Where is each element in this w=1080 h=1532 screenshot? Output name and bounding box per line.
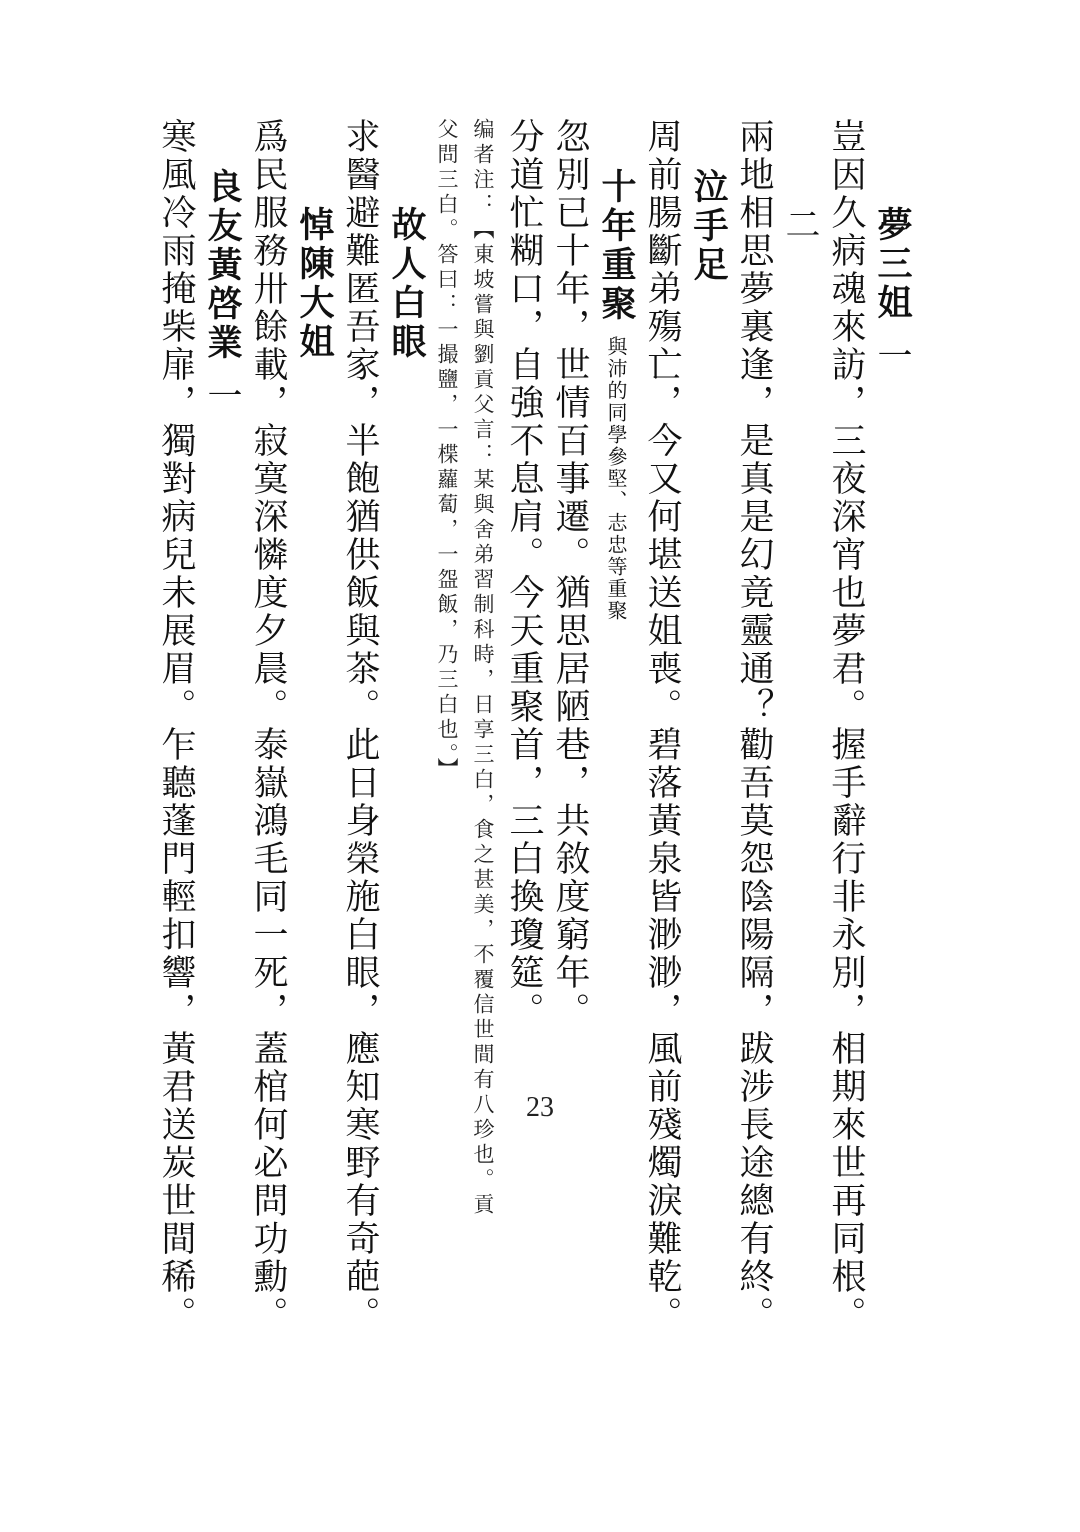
vertical-text-block xyxy=(155,118,915,1408)
verse-line: 爲民服務卅餘載，寂寞深憐度夕晨。泰嶽鴻毛同一死，蓋棺何必問功勳。 xyxy=(248,118,288,1334)
poem-title-qi-shouzu: 泣手足 xyxy=(688,168,729,285)
verse-line: 忽別已十年，世情百事遷。猶思居陋巷，共敘度窮年。 xyxy=(550,118,590,1030)
editor-note-line: 父問三白。答曰：一撮鹽，一楪蘿蔔，一盌飯，乃三白也。】 xyxy=(435,118,459,783)
verse-line: 寒風冷雨掩柴扉，獨對病兒未展眉。乍聽蓬門輕扣響，黃君送炭世間稀。 xyxy=(156,118,196,1334)
verse-line: 周前腸斷弟殤亡，今又何堪送姐喪。碧落黃泉皆渺渺，風前殘燭淚難乾。 xyxy=(642,118,682,1334)
section-number-two: 二 xyxy=(780,206,820,244)
poem-title-dao-chen-dajie: 悼陳大姐 xyxy=(294,206,335,362)
title-text: 良友黃啓業 xyxy=(202,168,243,363)
poem-subtitle: 與沛的同學參堅、志忠等重聚 xyxy=(604,336,628,622)
poem-title-meng-sanjie xyxy=(869,118,915,1408)
section-number: 一 xyxy=(202,377,242,416)
verse-line: 兩地相思夢裏逢，是真是幻竟靈通？勸吾莫怨陰陽隔，跋涉長途總有終。 xyxy=(734,118,774,1334)
title-text: 十年重聚 xyxy=(596,168,637,324)
section-number: 一 xyxy=(872,337,912,376)
poem-title-shinian-chongju xyxy=(593,118,639,1408)
poem-title-liangyou-huang-qiye xyxy=(199,118,245,1408)
verse-line: 豈因久病魂來訪，三夜深宵也夢君。握手辭行非永別，相期來世再同根。 xyxy=(826,118,866,1334)
page-number: 23 xyxy=(526,1092,554,1123)
poem-title-guren-baiyan: 故人白眼 xyxy=(386,206,427,362)
editor-note-line: 编者注：【東坡嘗與劉貢父言：某與舍弟習制科時，日享三白，食之甚美，不覆信世間有八珍也。貢 xyxy=(471,118,495,1218)
verse-line: 分道忙糊口，自強不息肩。今天重聚首，三白換瓊筵。 xyxy=(504,118,544,1030)
verse-line: 求醫避難匿吾家，半飽猶供飯與茶。此日身榮施白眼，應知寒野有奇葩。 xyxy=(340,118,380,1334)
title-text: 夢三姐 xyxy=(872,206,913,323)
